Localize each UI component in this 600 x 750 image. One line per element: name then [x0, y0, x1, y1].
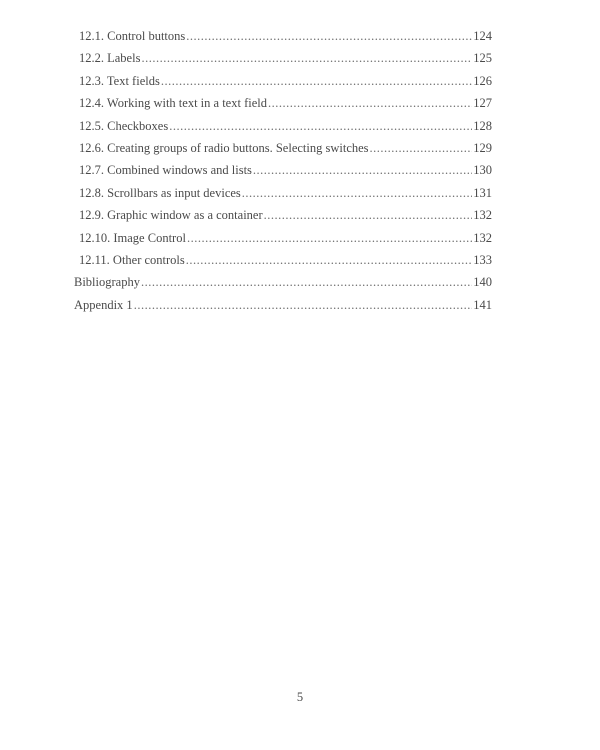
toc-entry-working-with-text[interactable]	[74, 92, 492, 114]
toc-entry-page: 128	[473, 118, 492, 133]
toc-entry-page: 133	[473, 252, 492, 267]
toc-entry-page: 132	[473, 208, 492, 223]
toc-entry-title: 12.1. Control buttons	[79, 29, 186, 43]
toc-entry-combined-windows[interactable]	[74, 159, 492, 181]
toc-entry-graphic-window[interactable]	[74, 204, 492, 226]
toc-entry-scrollbars[interactable]	[74, 182, 492, 204]
toc-entry-title: 12.8. Scrollbars as input devices	[79, 185, 241, 200]
toc-dot-leader	[169, 115, 472, 137]
toc-entry-title: 12.5. Checkboxes	[79, 118, 169, 133]
toc-dot-leader	[141, 271, 472, 293]
table-of-contents	[74, 25, 492, 316]
toc-entry-page: 124	[473, 29, 492, 43]
toc-entry-bibliography[interactable]	[74, 271, 492, 293]
toc-entry-title: 12.6. Creating groups of radio buttons. Selecting switches	[79, 140, 369, 155]
toc-entry-title: 12.2. Labels	[79, 51, 141, 66]
toc-entry-control-buttons[interactable]	[74, 25, 492, 47]
toc-entry-title: 12.3. Text fields	[79, 73, 160, 88]
toc-dot-leader	[187, 227, 472, 249]
toc-entry-radio-buttons[interactable]	[74, 137, 492, 159]
toc-dot-leader	[242, 182, 472, 204]
toc-dot-leader	[186, 249, 472, 271]
toc-entry-checkboxes[interactable]	[74, 115, 492, 137]
toc-entry-title: 12.9. Graphic window as a container	[79, 208, 263, 223]
toc-dot-leader	[141, 47, 472, 69]
toc-entry-title: 12.10. Image Control	[79, 230, 186, 245]
toc-entry-title: 12.4. Working with text in a text field	[79, 96, 267, 111]
toc-dot-leader	[370, 137, 473, 159]
toc-entry-labels[interactable]	[74, 47, 492, 69]
toc-entry-appendix-1[interactable]	[74, 294, 492, 316]
toc-dot-leader	[264, 204, 473, 226]
page-number: 5	[296, 690, 304, 704]
toc-entry-page: 130	[473, 163, 492, 178]
toc-entry-other-controls[interactable]	[74, 249, 492, 271]
toc-entry-image-control[interactable]	[74, 227, 492, 249]
toc-entry-page: 140	[473, 275, 492, 290]
toc-dot-leader	[161, 70, 472, 92]
toc-entry-text-fields[interactable]	[74, 70, 492, 92]
toc-entry-title: 12.7. Combined windows and lists	[79, 163, 252, 178]
toc-entry-title: Appendix 1	[74, 297, 133, 312]
toc-dot-leader	[186, 25, 472, 47]
toc-dot-leader	[253, 159, 472, 181]
toc-entry-page: 132	[473, 230, 492, 245]
toc-dot-leader	[134, 294, 473, 316]
toc-entry-page: 125	[473, 51, 492, 66]
toc-entry-title: 12.11. Other controls	[79, 252, 185, 267]
toc-entry-page: 126	[473, 73, 492, 88]
toc-entry-page: 131	[473, 185, 492, 200]
toc-entry-page: 141	[473, 297, 492, 312]
toc-dot-leader	[268, 92, 472, 114]
toc-entry-page: 129	[473, 140, 492, 155]
toc-entry-title: Bibliography	[74, 275, 140, 290]
toc-entry-page: 127	[473, 96, 492, 111]
